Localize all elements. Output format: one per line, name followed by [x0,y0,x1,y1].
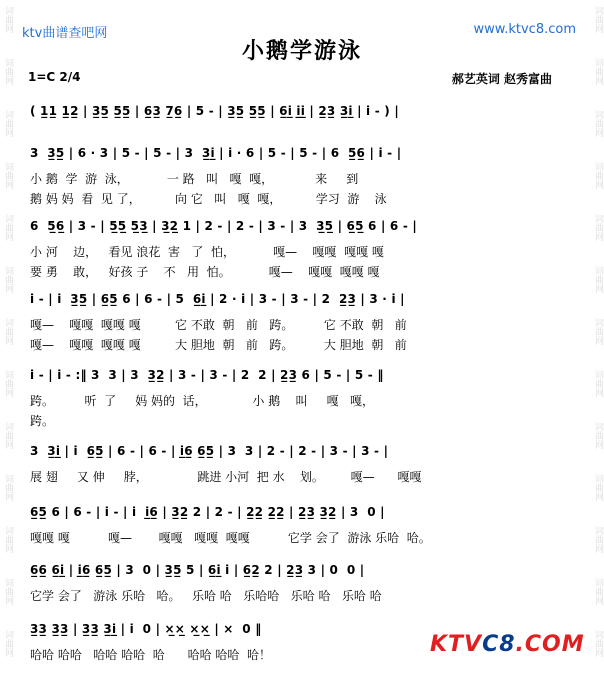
lyric-line: 鹅 妈 妈 看 见 了， 向 它 叫 嘎 嘎， 学习 游 泳 [30,192,387,206]
notation-line: 3 3̲i̲ | i 6̲5̲ | 6 - | 6 - | i̲6̲ 6̲5̲ | 3 3 | 2 - | 2 - | 3 - | 3 - | [30,444,389,458]
margin-watermark-text: 词曲网 [593,58,603,85]
lyric-line: 哈哈 哈哈 哈哈 哈哈 哈 哈哈 哈哈 哈！ [30,648,272,662]
notation-line: i - | i - :‖ 3 3 | 3 3̲2̲ | 3 - | 3 - | 2 2 | 2̲3̲ 6 | 5 - | 5 - ‖ [30,368,384,382]
lyric-line: 小 鹅 学 游 泳， 一 路 叫 嘎 嘎， 来 到 [30,172,359,186]
lyric-line: 要 勇 敢， 好孩 子 不 用 怕。 嘎— 嘎嘎 嘎嘎 嘎 [30,265,380,279]
margin-watermark-text: 词曲网 [593,266,603,293]
lyric-line: 嘎嘎 嘎 嘎— 嘎嘎 嘎嘎 嘎嘎 它学 会了 游泳 乐哈 哈。 [30,531,431,545]
notation-line: 6 5̲6̲ | 3 - | 5̲5̲ 5̲3̲ | 3̲2̲ 1 | 2 - | 2 - | 3 - | 3 3̲5̲ | 6̲5̲ 6 | 6 - | [30,219,417,233]
right-margin-watermark [590,0,604,688]
margin-watermark-text: 词曲网 [3,110,13,137]
credits: 郝艺英词 赵秀富曲 [451,72,552,86]
notation-line: i - | i 3̲5̲ | 6̲5̲ 6 | 6 - | 5 6̲i̲ | 2 · i | 3 - | 3 - | 2 2̲3̲ | 3 · i | [30,292,405,306]
notation-line: ( 1̲1̲ 1̲2̲ | 3̲5̲ 5̲5̲ | 6̲3̲ 7̲6̲ | 5 - | 3̲5̲ 5̲5̲ | 6̲i̲ i̲i̲ | 2̲3̲ 3̲i̲ | i - ) | [30,104,399,118]
lyric-line: 跨。 听 了 妈 妈的 话， 小 鹅 叫 嘎 嘎， [30,394,375,408]
margin-watermark-text: 词曲网 [593,214,603,241]
lyric-line: 跨。 [30,414,55,428]
margin-watermark-text: 词曲网 [593,422,603,449]
lyric-line: 小 河 边， 看见 浪花 害 了 怕， 嘎— 嘎嘎 嘎嘎 嘎 [30,245,384,259]
margin-watermark-text: 词曲网 [593,6,603,33]
margin-watermark-text: 词曲网 [3,422,13,449]
margin-watermark-text: 词曲网 [3,58,13,85]
notation-line: 3̲3̲ 3̲3̲ | 3̲3̲ 3̲i̲ | i 0 | ×̲×̲ ×̲×̲ | × 0 ‖ [30,622,262,636]
ktvc8-logo: KTVC8.COM [430,632,585,657]
lyric-line: 展 翅 又 伸 脖， 跳进 小河 把 水 划。 嘎— 嘎嘎 [30,470,422,484]
notation-line: 6̲6̲ 6̲i̲ | i̲6̲ 6̲5̲ | 3 0 | 3̲5̲ 5 | 6̲i̲ i | 6̲2̲ 2 | 2̲3̲ 3 | 0 0 | [30,563,365,577]
lyric-line: 嘎— 嘎嘎 嘎嘎 嘎 大 胆地 朝 前 跨。 大 胆地 朝 前 [30,338,407,352]
margin-watermark-text: 词曲网 [3,474,13,501]
margin-watermark-text: 词曲网 [3,266,13,293]
left-margin-watermark [0,0,14,688]
margin-watermark-text: 词曲网 [593,526,603,553]
margin-watermark-text: 词曲网 [3,526,13,553]
margin-watermark-text: 词曲网 [3,318,13,345]
song-title: 小鹅学游泳 [241,38,362,64]
key-signature: 1=C 2/4 [28,70,81,84]
notation-line: 3 3̲5̲ | 6 · 3 | 5 - | 5 - | 3 3̲i̲ | i · 6 | 5 - | 5 - | 6 5̲6̲ | i - | [30,146,402,160]
notation-line: 6̲5̲ 6 | 6 - | i - | i i̲6̲ | 3̲2̲ 2 | 2 - | 2̲2̲ 2̲2̲ | 2̲3̲ 3̲2̲ | 3 0 | [30,505,385,519]
margin-watermark-text: 词曲网 [593,630,603,657]
site-name-left: ktv曲谱查吧网 [22,26,108,41]
margin-watermark-text: 词曲网 [593,578,603,605]
lyric-line: 嘎— 嘎嘎 嘎嘎 嘎 它 不敢 朝 前 跨。 它 不敢 朝 前 [30,318,407,332]
margin-watermark-text: 词曲网 [3,370,13,397]
margin-watermark-text: 词曲网 [593,474,603,501]
margin-watermark-text: 词曲网 [3,630,13,657]
margin-watermark-text: 词曲网 [3,578,13,605]
margin-watermark-text: 词曲网 [593,318,603,345]
lyric-line: 它学 会了 游泳 乐哈 哈。 乐哈 哈 乐哈哈 乐哈 哈 乐哈 哈 [30,589,382,603]
margin-watermark-text: 词曲网 [3,6,13,33]
margin-watermark-text: 词曲网 [3,162,13,189]
margin-watermark-text: 词曲网 [593,370,603,397]
margin-watermark-text: 词曲网 [3,214,13,241]
margin-watermark-text: 词曲网 [593,110,603,137]
margin-watermark-text: 词曲网 [593,162,603,189]
site-url-right: www.ktvc8.com [473,22,576,37]
